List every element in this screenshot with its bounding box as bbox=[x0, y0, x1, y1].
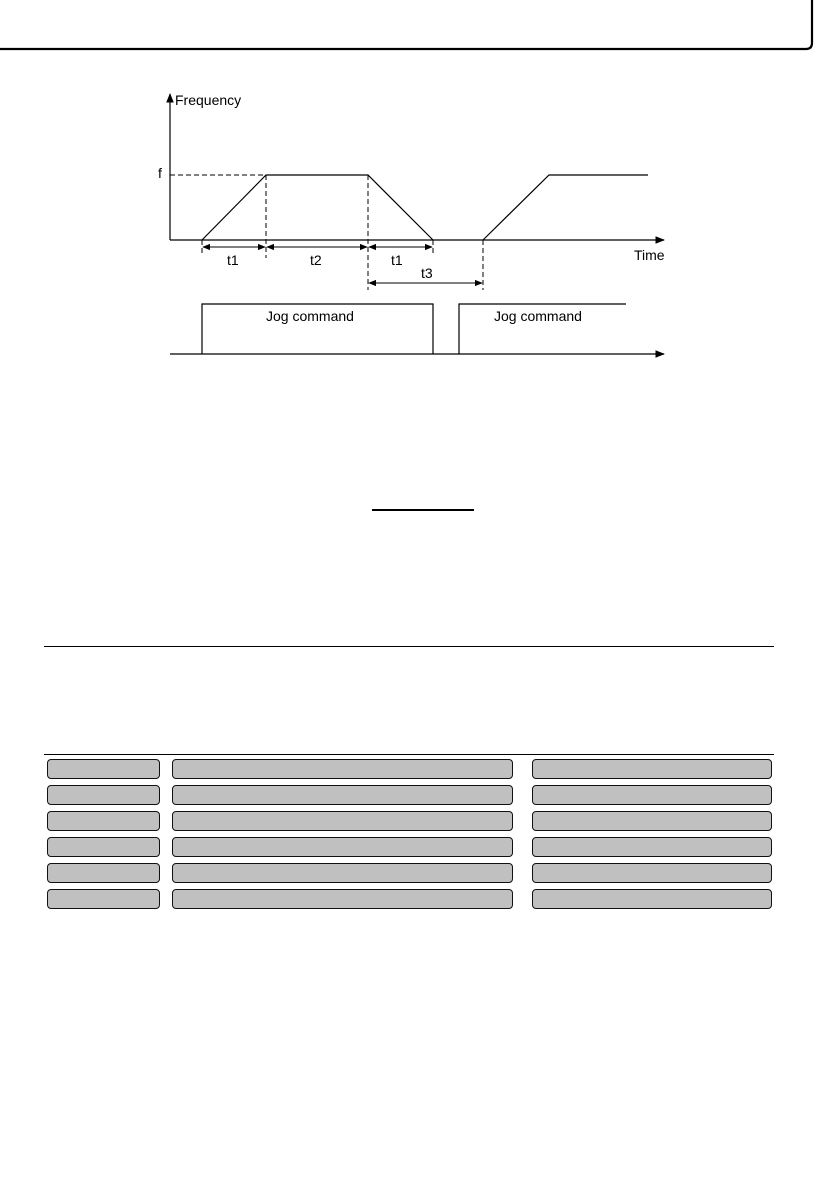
table-cell-value bbox=[532, 785, 772, 805]
table-top-rule bbox=[44, 754, 774, 755]
table-cell-name bbox=[172, 889, 513, 909]
table-row bbox=[44, 860, 774, 886]
frequency-axis-label: Frequency bbox=[175, 92, 242, 108]
table-row bbox=[44, 782, 774, 808]
parameter-table bbox=[44, 756, 774, 912]
table-cell-code bbox=[47, 863, 160, 883]
frequency-marker-label: f bbox=[158, 165, 162, 181]
interval-label-t2: t2 bbox=[310, 252, 322, 268]
frequency-profile-2 bbox=[483, 175, 648, 240]
table-row bbox=[44, 886, 774, 912]
table-row bbox=[44, 756, 774, 782]
table-cell-code bbox=[47, 811, 160, 831]
fraction-bar bbox=[372, 509, 474, 511]
table-cell-name bbox=[172, 785, 513, 805]
table-cell-value bbox=[532, 863, 772, 883]
interval-label-t1-decel: t1 bbox=[391, 252, 403, 268]
frequency-profile-1 bbox=[202, 175, 433, 240]
table-cell-value bbox=[532, 759, 772, 779]
interval-label-t3: t3 bbox=[421, 265, 433, 281]
table-cell-name bbox=[172, 837, 513, 857]
table-row bbox=[44, 808, 774, 834]
table-cell-value bbox=[532, 837, 772, 857]
table-cell-name bbox=[172, 811, 513, 831]
table-cell-name bbox=[172, 759, 513, 779]
table-cell-code bbox=[47, 785, 160, 805]
jog-command-label-2: Jog command bbox=[494, 308, 582, 324]
table-row bbox=[44, 834, 774, 860]
table-cell-code bbox=[47, 889, 160, 909]
table-cell-value bbox=[532, 811, 772, 831]
interval-label-t1: t1 bbox=[227, 252, 239, 268]
table-cell-code bbox=[47, 837, 160, 857]
table-cell-value bbox=[532, 889, 772, 909]
jog-timing-diagram bbox=[0, 0, 840, 380]
table-cell-name bbox=[172, 863, 513, 883]
jog-command-label-1: Jog command bbox=[266, 308, 354, 324]
time-axis-label: Time bbox=[634, 247, 665, 263]
table-cell-code bbox=[47, 759, 160, 779]
section-divider bbox=[44, 646, 774, 647]
